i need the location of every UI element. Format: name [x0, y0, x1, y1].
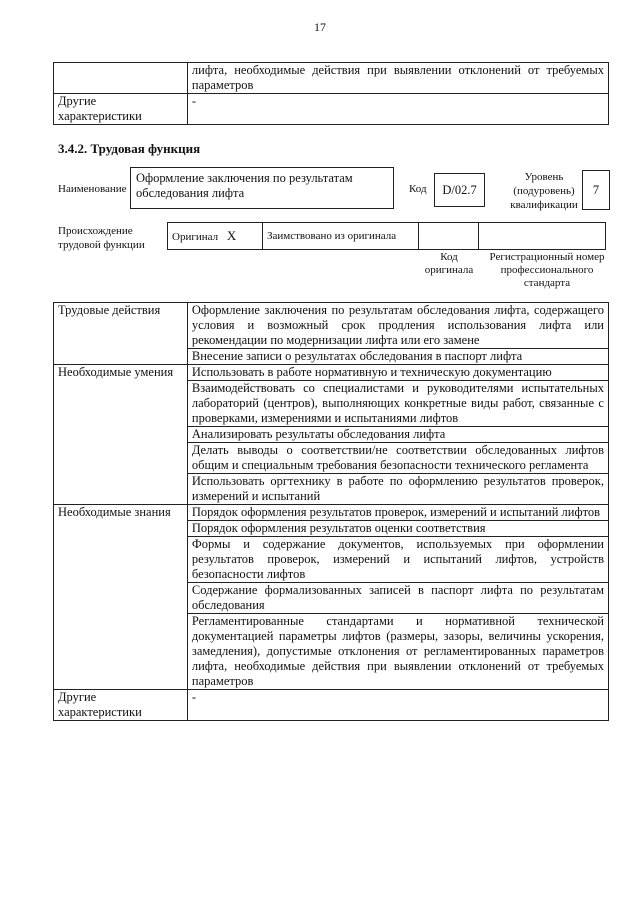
table-cell: Взаимодействовать со специалистами и руководителями испытательных лабораторий (центров), выполняющих конкретные виды работ, связанные с проверками, измерениями и испытаниями лифтов [187, 381, 608, 427]
original-label: Оригинал [172, 230, 219, 243]
caption-line: оригинала [424, 264, 474, 276]
label-level-line: (подуровень) [513, 185, 575, 197]
table-cell: - [187, 94, 608, 125]
table-row [54, 63, 609, 94]
label-origin-line: трудовой функции [58, 239, 145, 251]
table-cell: Использовать в работе нормативную и техническую документацию [187, 365, 608, 381]
caption-line: Регистрационный номер [489, 251, 605, 263]
table-cell: лифта, необходимые действия при выявлении отклонений от требуемых параметров [187, 63, 608, 94]
label-origin [58, 224, 145, 252]
table-cell: Формы и содержание документов, используемых при оформлении результатов проверок, измерений и испытаний лифтов, устройств безопасности лифтов [187, 537, 608, 583]
registration-number-cell [479, 223, 606, 250]
table-cell: Порядок оформления результатов оценки соответствия [187, 521, 608, 537]
caption-line: стандарта [523, 277, 571, 289]
table-cell: Анализировать результаты обследования лифта [187, 427, 608, 443]
table-row [54, 303, 609, 349]
table-cell: Порядок оформления результатов проверок, измерений и испытаний лифтов [187, 505, 608, 521]
table-row [54, 505, 609, 521]
code-box: D/02.7 [434, 173, 485, 207]
main-table [53, 302, 609, 721]
table-row [168, 223, 606, 250]
page-number: 17 [314, 20, 326, 34]
row-header: Трудовые действия [54, 303, 188, 365]
row-header: Другие характеристики [54, 690, 188, 721]
continuation-table [53, 62, 609, 125]
section-title: 3.4.2. Трудовая функция [58, 141, 201, 156]
label-level [505, 170, 583, 212]
label-level-line: Уровень [524, 171, 564, 183]
table-cell: Внесение записи о результатах обследования в паспорт лифта [187, 349, 608, 365]
label-level-line: квалификации [510, 199, 578, 211]
table-cell: Регламентированные стандартами и нормативной технической документацией параметры лифтов (размеры, зазоры, величины ускорения, замедления), допустимые отклонения от регламентированных параметров лифта, необходимые действия при выявлении отклонений от требуемых параметров [187, 614, 608, 690]
label-original-code [418, 251, 480, 277]
caption-line: Код [440, 251, 458, 263]
table-row [54, 94, 609, 125]
table-cell: - [187, 690, 608, 721]
table-cell [54, 63, 188, 94]
table-cell: Делать выводы о соответствии/не соответствии обследованных лифтов общим и специальным требования безопасности технического регламента [187, 443, 608, 474]
label-registration-number [484, 251, 610, 290]
row-header: Необходимые знания [54, 505, 188, 690]
table-cell: Другие характеристики [54, 94, 188, 125]
original-code-cell [419, 223, 479, 250]
function-name-box: Оформление заключения по результатам обследования лифта [130, 167, 394, 209]
label-name: Наименование [58, 183, 127, 195]
caption-line: профессионального [500, 264, 594, 276]
label-origin-line: Происхождение [58, 225, 133, 237]
borrowed-cell: Заимствовано из оригинала [263, 223, 419, 250]
level-box: 7 [582, 170, 610, 210]
table-row [54, 690, 609, 721]
original-mark: X [226, 227, 237, 243]
table-cell: Использовать оргтехнику в работе по оформлению результатов проверок, измерений и испытаний [187, 474, 608, 505]
original-cell [168, 223, 263, 250]
table-row [54, 365, 609, 381]
origin-table [167, 222, 606, 250]
row-header: Необходимые умения [54, 365, 188, 505]
label-code: Код [409, 183, 427, 195]
table-cell: Оформление заключения по результатам обследования лифта, содержащего условия и возможный срок продления использования лифта или рекомендации по модернизации лифта или его замене [187, 303, 608, 349]
table-cell: Содержание формализованных записей в паспорт лифта по результатам обследования [187, 583, 608, 614]
